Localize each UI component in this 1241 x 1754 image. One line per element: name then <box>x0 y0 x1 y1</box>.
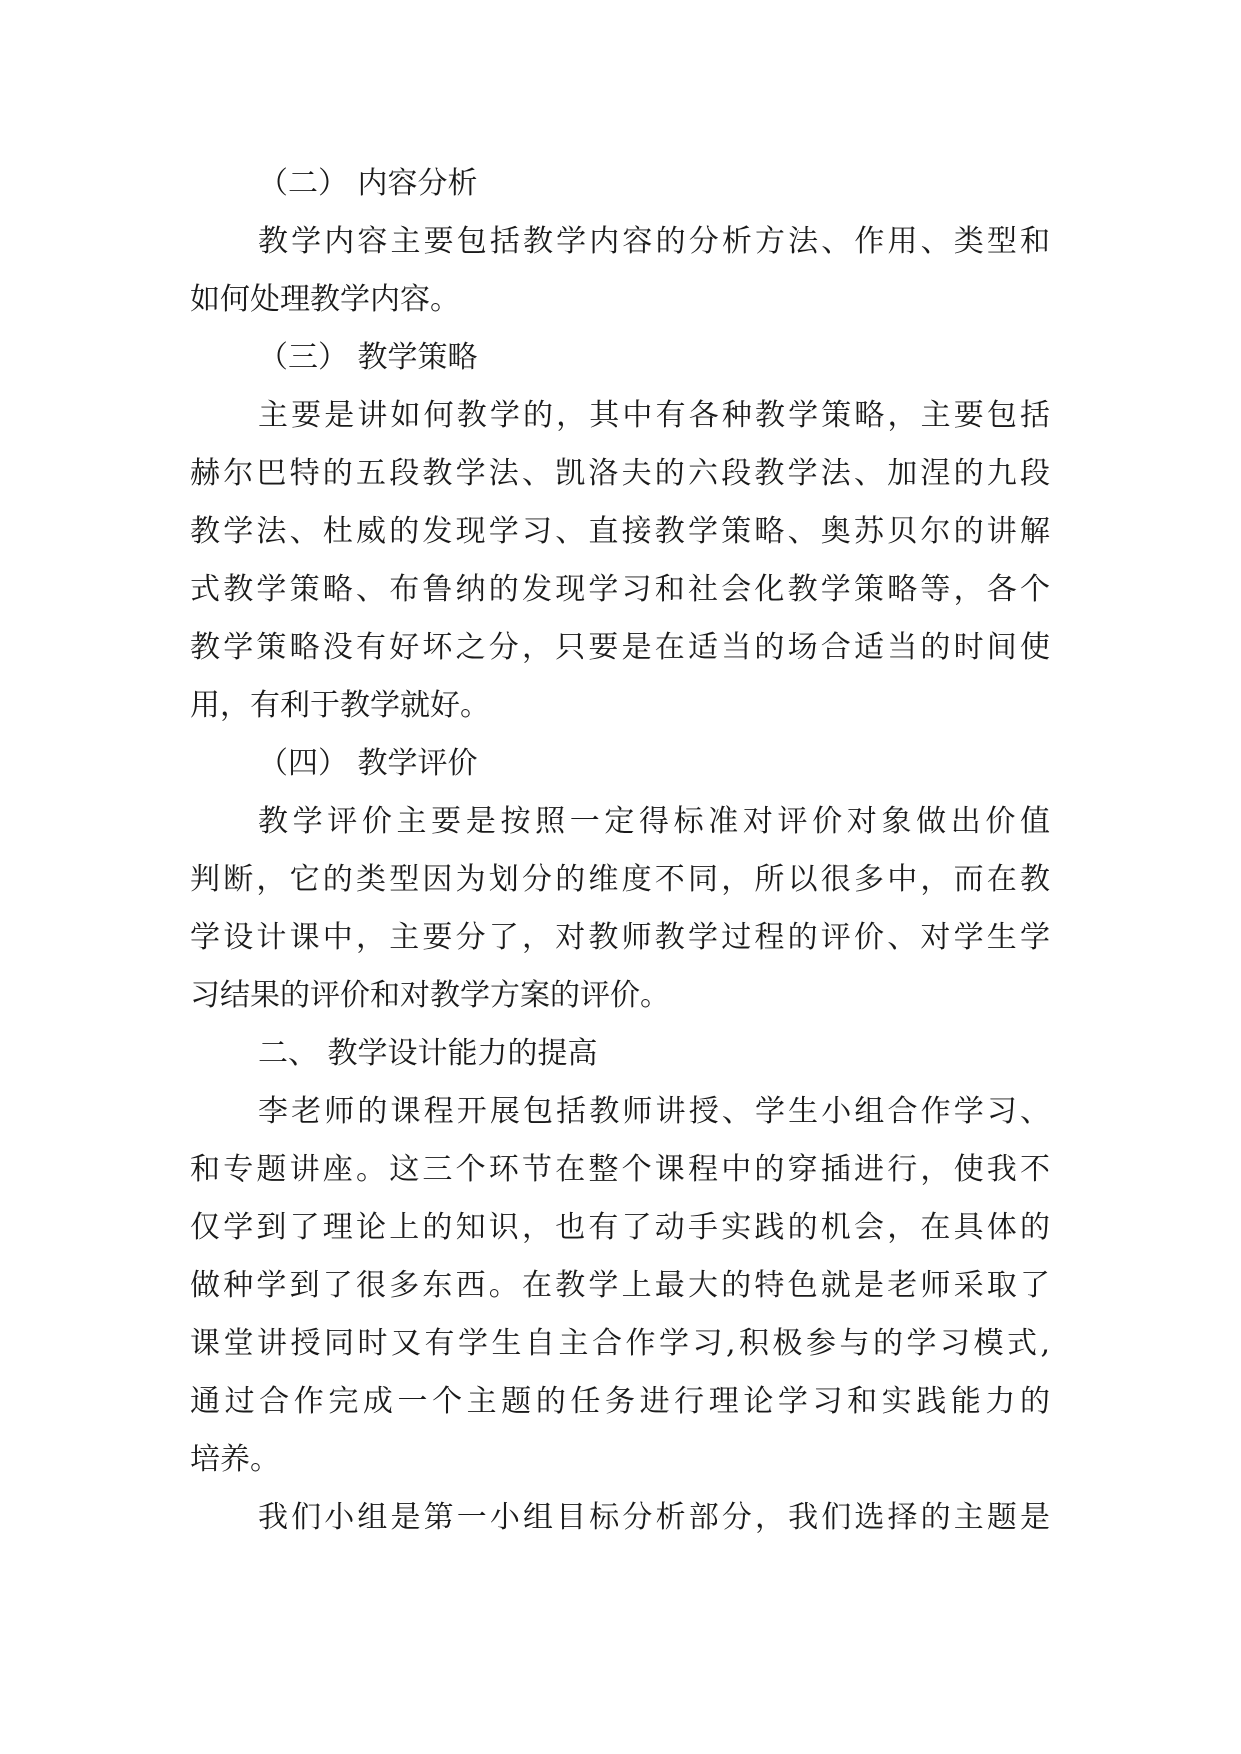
paragraph-line: 用，有利于教学就好。 <box>190 688 490 723</box>
paragraph-line: 如何处理教学内容。 <box>190 282 460 317</box>
paragraph-line: 判断，它的类型因为划分的维度不同，所以很多中，而在教 <box>190 862 1050 897</box>
paragraph-line: 教学法、杜威的发现学习、直接教学策略、奥苏贝尔的讲解 <box>190 514 1050 549</box>
section-heading-content-analysis: （二） 内容分析 <box>258 166 478 201</box>
section-heading-design-ability: 二、 教学设计能力的提高 <box>258 1036 598 1071</box>
paragraph-line: 教学策略没有好坏之分，只要是在适当的场合适当的时间使 <box>190 630 1050 665</box>
section-heading-teaching-evaluation: （四） 教学评价 <box>258 746 478 781</box>
paragraph-line: 教学评价主要是按照一定得标准对评价对象做出价值 <box>258 804 1050 839</box>
paragraph-line: 仅学到了理论上的知识，也有了动手实践的机会，在具体的 <box>190 1210 1050 1245</box>
paragraph-line: 培养。 <box>190 1442 280 1477</box>
paragraph-line: 式教学策略、布鲁纳的发现学习和社会化教学策略等，各个 <box>190 572 1050 607</box>
paragraph-line: 课堂讲授同时又有学生自主合作学习,积极参与的学习模式, <box>190 1326 1050 1361</box>
paragraph-line: 我们小组是第一小组目标分析部分，我们选择的主题是 <box>258 1500 1050 1535</box>
paragraph-line: 教学内容主要包括教学内容的分析方法、作用、类型和 <box>258 224 1050 259</box>
paragraph-line: 赫尔巴特的五段教学法、凯洛夫的六段教学法、加涅的九段 <box>190 456 1050 491</box>
paragraph-line: 学设计课中，主要分了，对教师教学过程的评价、对学生学 <box>190 920 1050 955</box>
paragraph-line: 做种学到了很多东西。在教学上最大的特色就是老师采取了 <box>190 1268 1050 1303</box>
paragraph-line: 李老师的课程开展包括教师讲授、学生小组合作学习、 <box>258 1094 1050 1129</box>
section-heading-teaching-strategy: （三） 教学策略 <box>258 340 478 375</box>
paragraph-line: 通过合作完成一个主题的任务进行理论学习和实践能力的 <box>190 1384 1050 1419</box>
paragraph-line: 主要是讲如何教学的，其中有各种教学策略，主要包括 <box>258 398 1050 433</box>
paragraph-line: 和专题讲座。这三个环节在整个课程中的穿插进行，使我不 <box>190 1152 1050 1187</box>
paragraph-line: 习结果的评价和对教学方案的评价。 <box>190 978 670 1013</box>
